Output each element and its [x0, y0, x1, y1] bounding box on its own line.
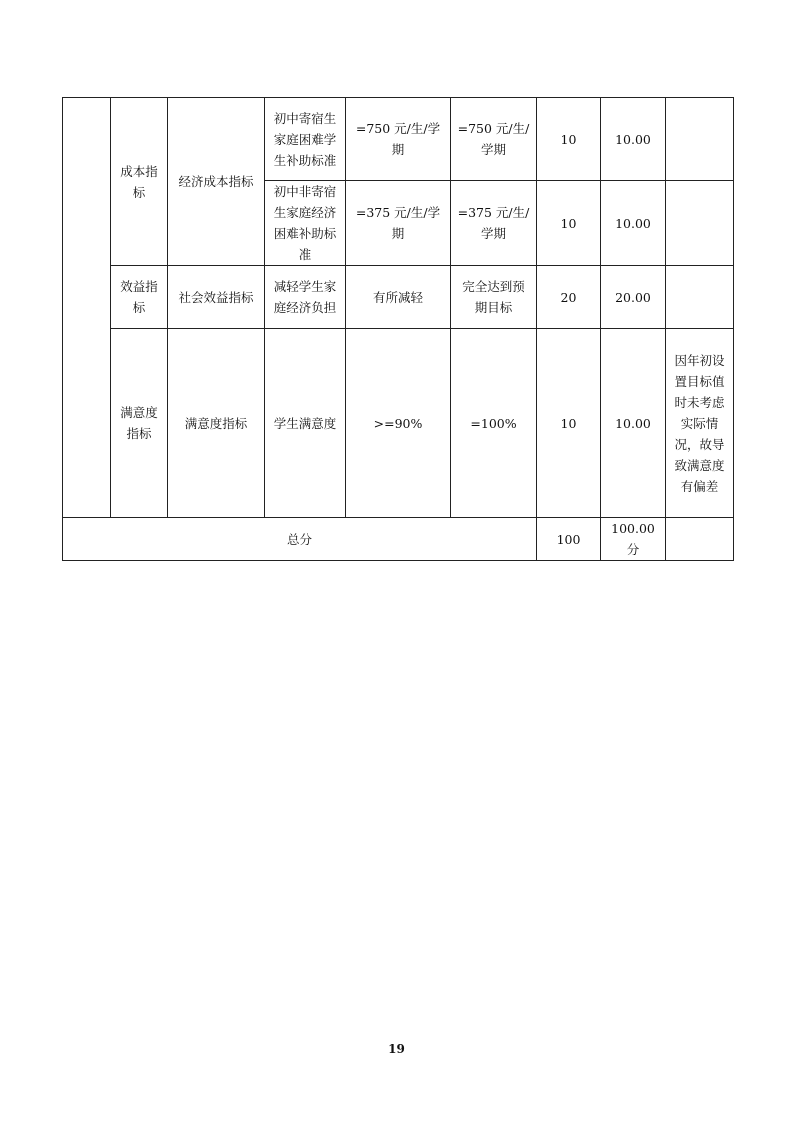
note-cell — [666, 329, 734, 518]
indicator-label: 学生满意度 — [273, 415, 337, 431]
outer-category-cell — [63, 98, 111, 518]
score-value: 10.00 — [615, 415, 651, 431]
indicator-cell — [265, 266, 346, 329]
note-cell — [666, 98, 734, 181]
subcategory-cell — [168, 329, 265, 518]
subcategory-cell — [168, 266, 265, 329]
weight-cell — [537, 329, 601, 518]
category-label: 满意度指标 — [120, 405, 158, 441]
score-value: 10.00 — [615, 215, 651, 231]
total-label: 总分 — [286, 531, 312, 547]
table-row — [63, 98, 734, 181]
actual-value: 完全达到预期目标 — [462, 279, 525, 315]
actual-cell — [451, 98, 537, 181]
category-cell — [111, 266, 168, 329]
total-weight: 100 — [556, 531, 581, 547]
score-value: 20.00 — [615, 289, 651, 305]
note-cell — [666, 266, 734, 329]
weight-cell — [537, 518, 601, 561]
actual-cell — [451, 266, 537, 329]
target-cell — [346, 329, 451, 518]
subcategory-label: 经济成本指标 — [178, 174, 254, 189]
weight-value: 10 — [560, 415, 577, 431]
category-cell — [111, 98, 168, 266]
score-cell — [601, 266, 666, 329]
score-cell — [601, 98, 666, 181]
target-value: >=90% — [373, 415, 423, 431]
weight-value: 10 — [560, 215, 577, 231]
weight-cell — [537, 266, 601, 329]
category-label: 效益指标 — [120, 279, 158, 315]
weight-cell — [537, 98, 601, 181]
note-text: 因年初设置目标值时未考虑实际情况，故导致满意度有偏差 — [674, 352, 725, 494]
subcategory-cell — [168, 98, 265, 266]
indicator-label: 初中寄宿生家庭困难学生补助标准 — [273, 110, 337, 168]
subcategory-label: 满意度指标 — [184, 415, 248, 431]
page-number: 19 — [388, 1042, 405, 1056]
actual-cell — [451, 181, 537, 266]
actual-value: =750 元/生/学期 — [457, 121, 530, 157]
indicator-label: 减轻学生家庭经济负担 — [273, 279, 337, 315]
indicator-cell — [265, 181, 346, 266]
target-value: =750 元/生/学期 — [355, 121, 441, 157]
indicator-cell — [265, 98, 346, 181]
score-cell — [601, 329, 666, 518]
actual-value: =100% — [470, 415, 517, 431]
target-cell — [346, 98, 451, 181]
total-label-cell — [63, 518, 537, 561]
category-label: 成本指标 — [120, 163, 158, 200]
target-cell — [346, 266, 451, 329]
target-value: =375 元/生/学期 — [355, 205, 441, 241]
score-cell — [601, 181, 666, 266]
table-row — [63, 266, 734, 329]
note-cell — [666, 181, 734, 266]
indicator-cell — [265, 329, 346, 518]
score-cell — [601, 518, 666, 561]
subcategory-label: 社会效益指标 — [178, 289, 254, 305]
note-cell — [666, 518, 734, 561]
weight-cell — [537, 181, 601, 266]
score-value: 10.00 — [615, 131, 651, 147]
table-row — [63, 329, 734, 518]
total-row — [63, 518, 734, 561]
performance-table — [62, 97, 734, 561]
indicator-label: 初中非寄宿生家庭经济困难补助标准 — [273, 184, 337, 262]
target-cell — [346, 181, 451, 266]
actual-cell — [451, 329, 537, 518]
total-score: 100.00 分 — [611, 521, 655, 557]
weight-value: 10 — [560, 131, 577, 147]
category-cell — [111, 329, 168, 518]
weight-value: 20 — [560, 289, 577, 305]
actual-value: =375 元/生/学期 — [457, 205, 530, 241]
target-value: 有所减轻 — [372, 289, 423, 305]
